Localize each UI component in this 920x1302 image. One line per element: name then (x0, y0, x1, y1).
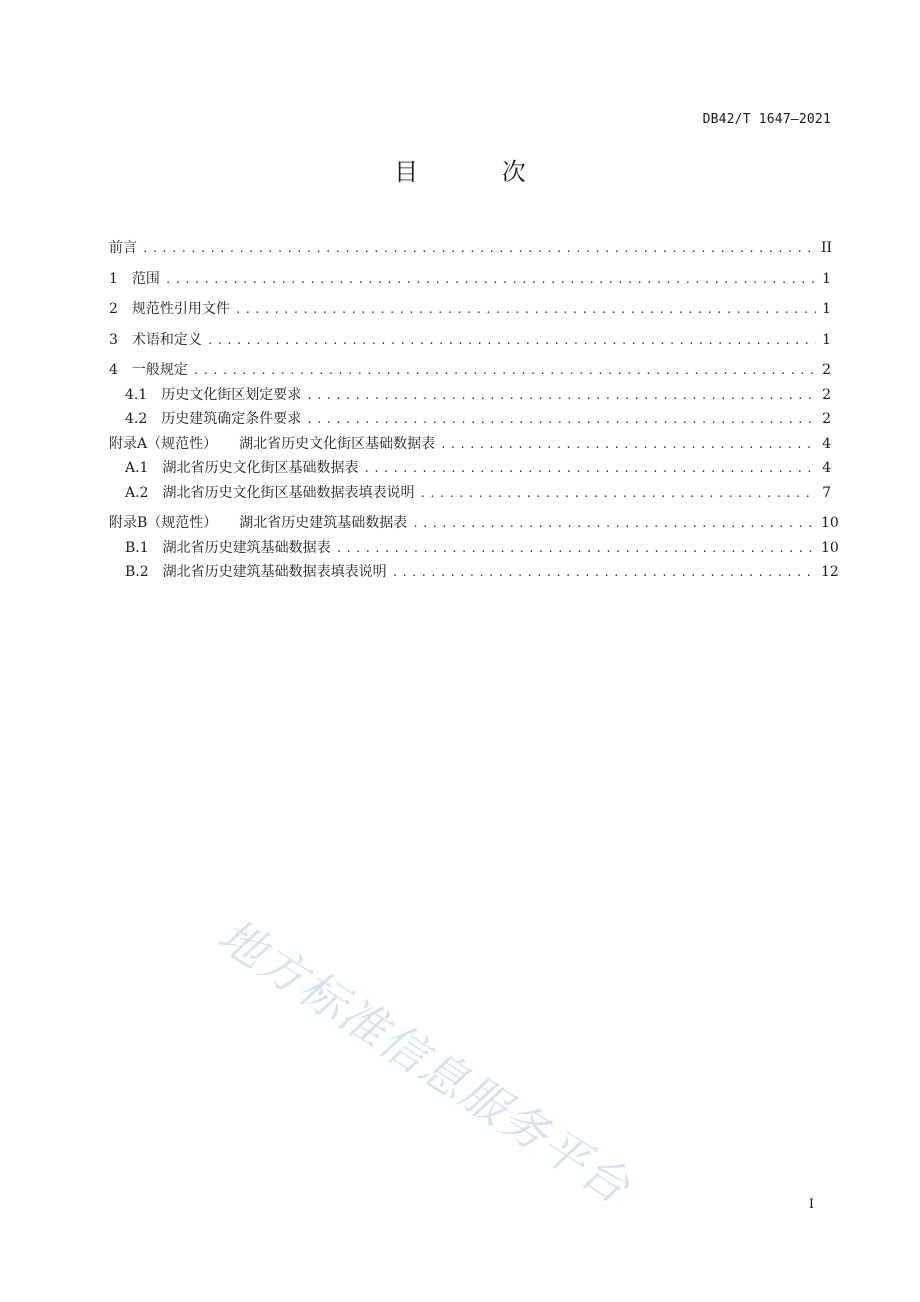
dot-leader (392, 561, 816, 586)
toc-entry-number: 4 (109, 362, 118, 378)
dot-leader (306, 408, 816, 433)
table-of-contents (109, 236, 839, 585)
toc-entry-page: 4 (822, 435, 831, 452)
toc-entry-page: 7 (822, 484, 831, 501)
toc-entry-page: 10 (821, 515, 839, 531)
toc-entry-page: 1 (822, 331, 831, 348)
toc-entry-number: 4.2 (125, 411, 148, 427)
toc-entry-title: 一般规定 (131, 362, 188, 378)
dot-leader (336, 537, 816, 562)
toc-entry-title: 历史建筑确定条件要求 (161, 411, 302, 427)
toc-entry-number: 2 (109, 301, 118, 317)
toc-entry-title: 湖北省历史文化街区基础数据表 (239, 435, 436, 452)
toc-entry-title: 湖北省历史文化街区基础数据表 (162, 460, 359, 476)
dot-leader (235, 298, 816, 323)
toc-entry-title: 湖北省历史建筑基础数据表 (239, 515, 408, 531)
toc-entry-title: 规范性引用文件 (131, 301, 230, 317)
toc-entry[interactable] (109, 511, 839, 536)
dot-leader (207, 329, 816, 354)
toc-entry-page: 1 (822, 301, 831, 317)
toc-entry-number: 4.1 (125, 386, 148, 403)
dot-leader (193, 359, 816, 384)
toc-entry[interactable] (109, 560, 839, 585)
toc-entry[interactable] (109, 358, 831, 383)
toc-entry-number: A.1 (125, 460, 149, 476)
dot-leader (363, 457, 816, 482)
page-number: I (808, 1197, 814, 1212)
toc-entry-page: 2 (822, 362, 831, 378)
toc-entry-page: 2 (822, 386, 831, 403)
toc-entry-page: 12 (821, 564, 839, 580)
toc-entry[interactable] (109, 407, 831, 432)
toc-entry-page: 1 (822, 270, 831, 287)
toc-entry-number: 附录B（规范性） (109, 515, 218, 531)
toc-entry-number: 1 (109, 270, 118, 287)
toc-entry-number: B.1 (125, 539, 149, 556)
toc-entry-number: 附录A（规范性） (109, 435, 218, 452)
toc-entry[interactable] (109, 328, 831, 353)
toc-entry-title: 前言 (109, 240, 137, 256)
toc-entry-page: 2 (822, 411, 831, 427)
watermark: 地方标准信息服务平台 (208, 907, 641, 1215)
dot-leader (440, 433, 816, 458)
toc-entry-title: 术语和定义 (131, 331, 202, 348)
toc-entry[interactable] (109, 383, 831, 408)
toc-entry-title: 湖北省历史建筑基础数据表 (162, 539, 331, 556)
toc-entry[interactable] (109, 236, 831, 261)
toc-entry[interactable] (109, 267, 831, 292)
dot-leader (412, 512, 816, 537)
toc-entry[interactable] (109, 456, 831, 481)
toc-entry[interactable] (109, 432, 831, 457)
toc-entry[interactable] (109, 536, 839, 561)
toc-entry-page: 4 (822, 460, 831, 476)
dot-leader (142, 237, 816, 262)
dot-leader (165, 268, 816, 293)
standard-code: DB42/T 1647—2021 (702, 112, 831, 127)
toc-entry-number: B.2 (125, 564, 149, 580)
toc-entry-number: 3 (109, 331, 118, 348)
toc-entry-page: 10 (821, 539, 839, 556)
toc-entry[interactable] (109, 481, 831, 506)
toc-entry-page: II (821, 240, 833, 256)
dot-leader (419, 482, 816, 507)
page-title: 目 次 (394, 158, 564, 186)
toc-entry[interactable] (109, 297, 831, 322)
toc-entry-title: 历史文化街区划定要求 (161, 386, 302, 403)
dot-leader (306, 384, 816, 409)
toc-entry-title: 湖北省历史建筑基础数据表填表说明 (162, 564, 387, 580)
toc-entry-title: 湖北省历史文化街区基础数据表填表说明 (162, 484, 415, 501)
toc-entry-title: 范围 (131, 270, 160, 287)
toc-entry-number: A.2 (125, 484, 149, 501)
